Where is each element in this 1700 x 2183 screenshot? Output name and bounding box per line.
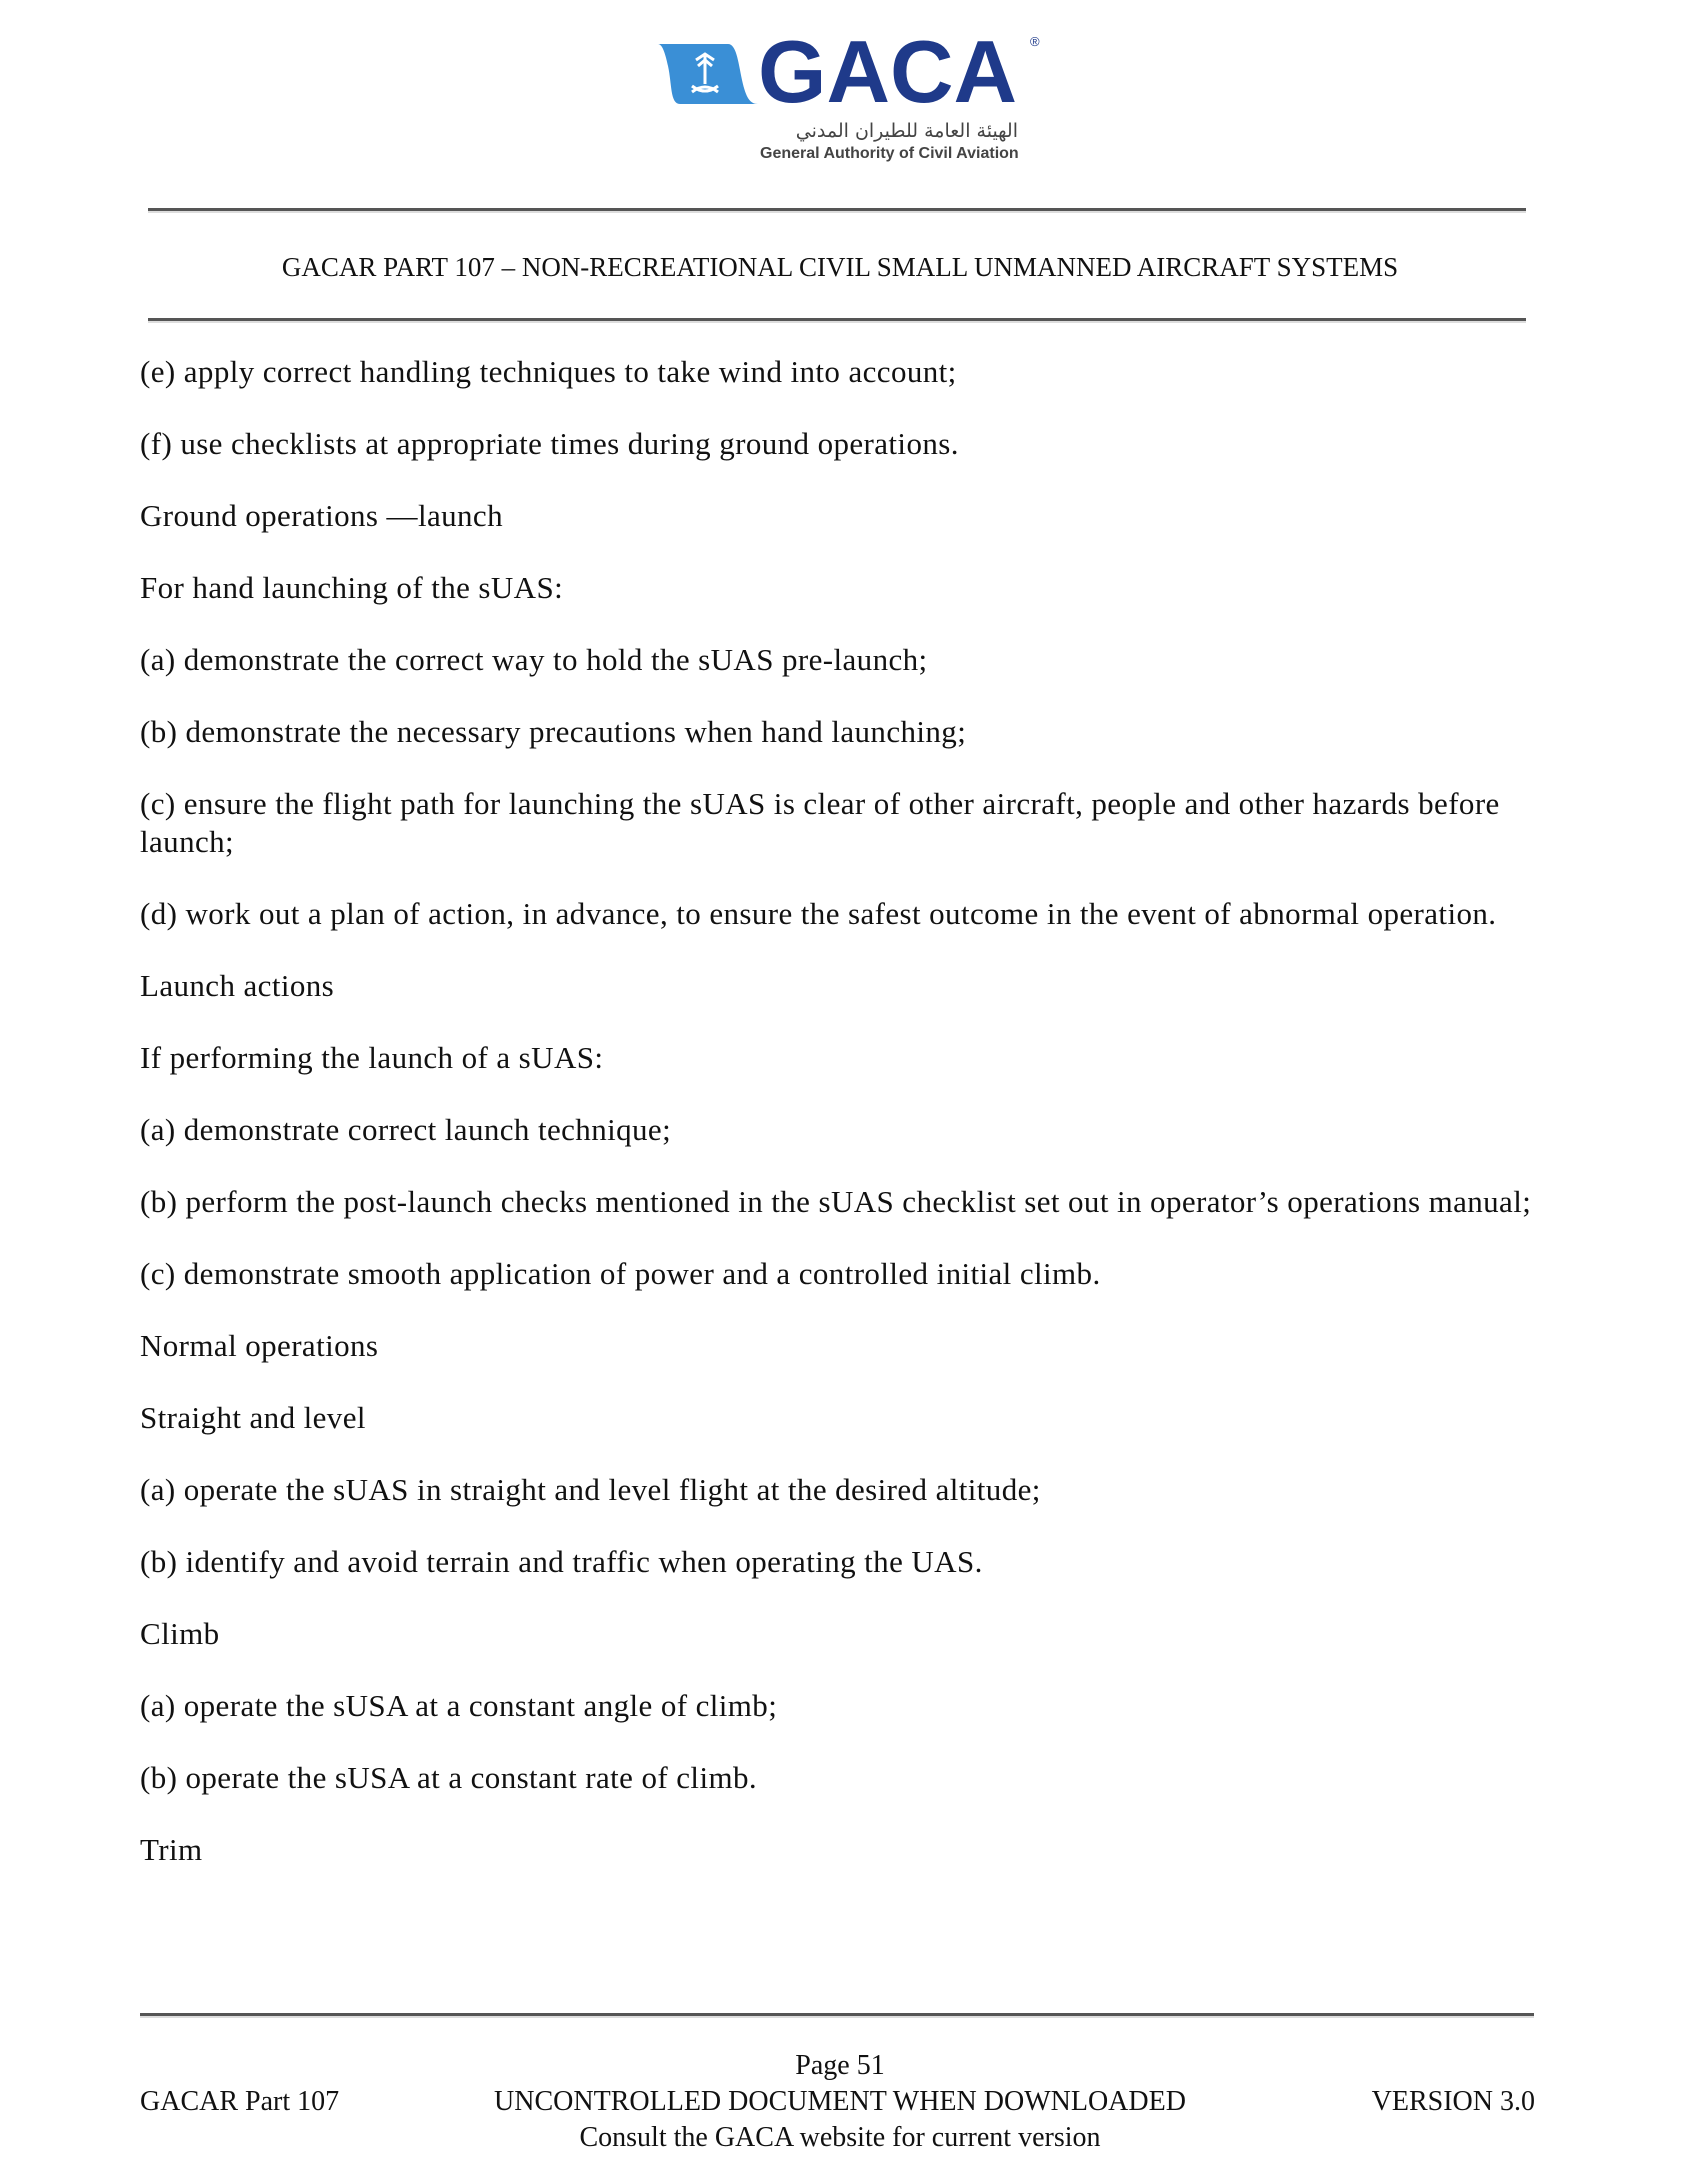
paragraph: (d) work out a plan of action, in advance, to ensure the safest outcome in the event of abnormal operation. [140,896,1497,931]
logo-brand-text: GACA [758,22,1018,121]
paragraph: Normal operations [140,1328,379,1363]
paragraph: (a) demonstrate correct launch technique; [140,1112,672,1147]
footer-document-name: GACAR Part 107 [140,2086,340,2117]
document-header-title: GACAR PART 107 – NON-RECREATIONAL CIVIL SMALL UNMANNED AIRCRAFT SYSTEMS [281,252,1399,282]
paragraph: (c) ensure the flight path for launching the sUAS is clear of other aircraft, people and other hazards before launch; [140,786,1500,859]
logo-arabic-name: الهيئة العامة للطيران المدني [795,120,1018,142]
header-bottom-rule [148,318,1526,323]
gaca-emblem-icon [658,40,758,108]
paragraph: If performing the launch of a sUAS: [140,1040,604,1075]
paragraph: Straight and level [140,1400,366,1435]
gaca-logo [658,22,1048,169]
registered-mark: ® [1030,34,1040,49]
paragraph: Ground operations —launch [140,498,503,533]
paragraph: (b) demonstrate the necessary precautions when hand launching; [140,714,967,749]
header-top-rule [148,208,1526,213]
page-number: Page 51 [795,2050,885,2081]
paragraph: For hand launching of the sUAS: [140,570,564,605]
footer-rule [140,2013,1534,2018]
paragraph: Launch actions [140,968,335,1003]
paragraph: (b) operate the sUSA at a constant rate of climb. [140,1760,758,1795]
paragraph: (f) use checklists at appropriate times during ground operations. [140,426,959,461]
paragraph: (e) apply correct handling techniques to take wind into account; [140,354,957,389]
document-body [140,353,1540,1903]
paragraph: (a) operate the sUSA at a constant angle of climb; [140,1688,778,1723]
footer-consult-note: Consult the GACA website for current version [579,2122,1101,2153]
paragraph: (a) operate the sUAS in straight and level flight at the desired altitude; [140,1472,1041,1507]
paragraph: (b) identify and avoid terrain and traffic when operating the UAS. [140,1544,983,1579]
logo-english-name: General Authority of Civil Aviation [760,145,1019,162]
paragraph: (a) demonstrate the correct way to hold the sUAS pre-launch; [140,642,928,677]
footer-version: VERSION 3.0 [1371,2086,1535,2117]
paragraph: Trim [140,1832,203,1867]
footer-uncontrolled-notice: UNCONTROLLED DOCUMENT WHEN DOWNLOADED [494,2086,1186,2117]
paragraph: Climb [140,1616,220,1651]
paragraph: (b) perform the post-launch checks mentioned in the sUAS checklist set out in operator’s operations manual; [140,1184,1532,1219]
paragraph: (c) demonstrate smooth application of power and a controlled initial climb. [140,1256,1101,1291]
